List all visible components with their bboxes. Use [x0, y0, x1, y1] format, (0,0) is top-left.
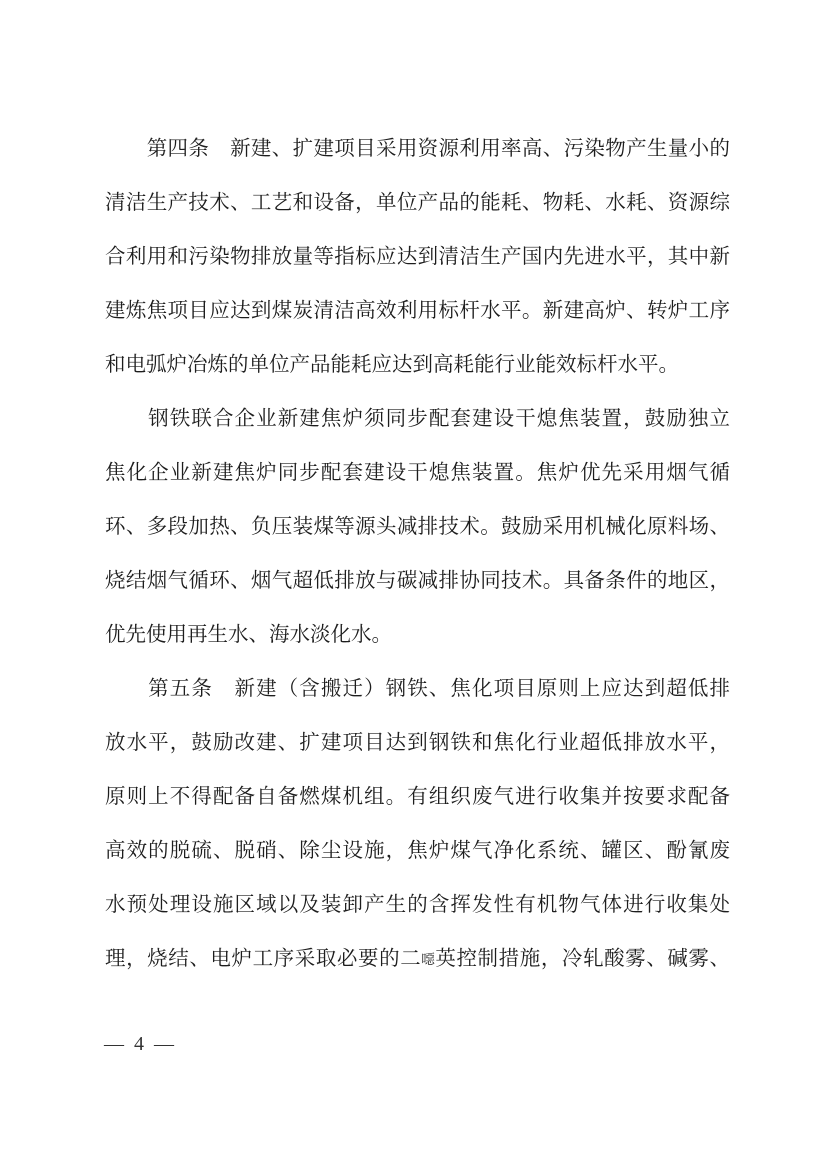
text-line: 建炼焦项目应达到煤炭清洁高效利用标杆水平。新建高炉、转炉工序: [105, 299, 730, 322]
text-line: 水预处理设施区域以及装卸产生的含挥发性有机物气体进行收集处: [105, 893, 730, 916]
text-line: 烧结烟气循环、烟气超低排放与碳减排协同技术。具备条件的地区，: [105, 569, 730, 592]
text-line: 和电弧炉冶炼的单位产品能耗应达到高耗能行业能效标杆水平。: [105, 353, 679, 376]
text-line: 优先使用再生水、海水淡化水。: [105, 623, 392, 646]
text-line: 高效的脱硫、脱硝、除尘设施，焦炉煤气净化系统、罐区、酚氰废: [105, 839, 730, 862]
text-line: 放水平，鼓励改建、扩建项目达到钢铁和焦化行业超低排放水平，: [105, 731, 730, 754]
text-line: 原则上不得配备自备燃煤机组。有组织废气进行收集并按要求配备: [105, 785, 730, 808]
document-body: [105, 122, 730, 986]
page-number: — 4 —: [104, 1033, 177, 1055]
text-line: 第四条 新建、扩建项目采用资源利用率高、污染物产生量小的: [105, 137, 730, 160]
text-line: 钢铁联合企业新建焦炉须同步配套建设干熄焦装置，鼓励独立: [105, 407, 730, 430]
small-rare-character: 噁: [421, 952, 436, 968]
text-line: 合利用和污染物排放量等指标应达到清洁生产国内先进水平，其中新: [105, 245, 730, 268]
text-line: 理，烧结、电炉工序采取必要的二噁英控制措施，冷轧酸雾、碱雾、: [105, 947, 730, 970]
text-line: 焦化企业新建焦炉同步配套建设干熄焦装置。焦炉优先采用烟气循: [105, 461, 730, 484]
text-line: 第五条 新建（含搬迁）钢铁、焦化项目原则上应达到超低排: [105, 677, 730, 700]
page-footer: [104, 1030, 177, 1058]
text-line: 清洁生产技术、工艺和设备，单位产品的能耗、物耗、水耗、资源综: [105, 191, 730, 214]
text-line: 环、多段加热、负压装煤等源头减排技术。鼓励采用机械化原料场、: [105, 515, 730, 538]
